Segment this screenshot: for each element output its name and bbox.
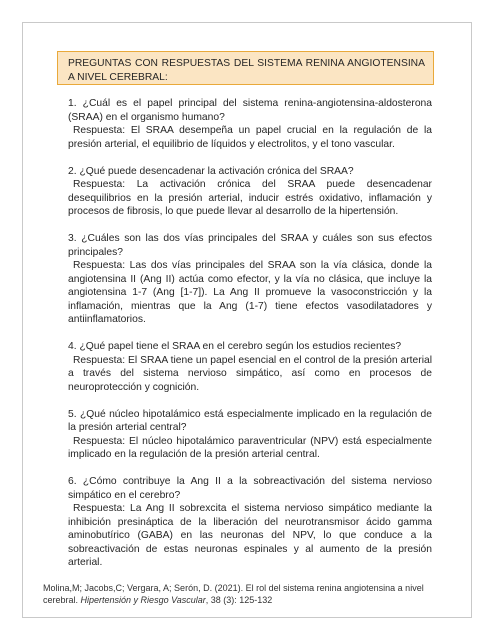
citation-details: , 38 (3): 125-132	[205, 595, 273, 605]
citation	[43, 582, 443, 606]
qa-item-1	[68, 97, 432, 151]
answer-2: Respuesta: La activación crónica del SRAA puede desencadenar desequilibrios en la presión arterial, inducir estrés oxidativo, inflamación y procesos de fibrosis, lo que puede llevar al desarrollo de la hipertensión.	[68, 179, 432, 217]
citation-authors: Molina,M; Jacobs,C; Vergara, A; Serón, D. (2021). El rol del sistema renina angiotensina a nivel cerebral.	[43, 583, 424, 605]
question-1: 1. ¿Cuál es el papel principal del sistema renina-angiotensina-aldosterona (SRAA) en el organismo humano?	[68, 98, 432, 123]
question-3: 3. ¿Cuáles son las dos vías principales del SRAA y cuáles son sus efectos principales?	[68, 233, 432, 258]
answer-1: Respuesta: El SRAA desempeña un papel crucial en la regulación de la presión arterial, el equilibrio de líquidos y electrolitos, y el tono vascular.	[68, 125, 432, 150]
qa-list	[68, 97, 432, 583]
qa-item-2	[68, 165, 432, 219]
title-box	[57, 51, 434, 85]
answer-3: Respuesta: Las dos vías principales del SRAA son la vía clásica, donde la angiotensina II (Ang II) actúa como efector, y la vía no clásica, que incluye la angiotensina 1-7 (Ang [1-7]). La Ang II promueve la vasoconstricción y la inflamación, mientras que la Ang (1-7) tiene efectos vasodilatadores y antiinflamatorios.	[68, 260, 432, 325]
question-6: 6. ¿Cómo contribuye la Ang II a la sobreactivación del sistema nervioso simpático en el cerebro?	[68, 476, 432, 501]
question-2: 2. ¿Qué puede desencadenar la activación crónica del SRAA?	[68, 165, 354, 177]
qa-item-3	[68, 232, 432, 327]
answer-6: Respuesta: La Ang II sobrexcita el sistema nervioso simpático mediante la inhibición presináptica de la liberación del neurotransmisor ácido gamma aminobutírico (GABA) en las neuronas del NPV, lo que conduce a la sobreactivación de estas neuronas espinales y al aumento de la presión arterial.	[68, 503, 432, 568]
page-title: PREGUNTAS CON RESPUESTAS DEL SISTEMA RENINA ANGIOTENSINA A NIVEL CEREBRAL:	[68, 58, 425, 83]
qa-item-6	[68, 475, 432, 570]
answer-4: Respuesta: El SRAA tiene un papel esencial en el control de la presión arterial a través del sistema nervioso simpático, así como en procesos de neuroprotección y cognición.	[68, 354, 432, 393]
qa-item-4	[68, 340, 432, 394]
question-5: 5. ¿Qué núcleo hipotalámico está especialmente implicado en la regulación de la presión arterial central?	[68, 408, 432, 433]
question-4: 4. ¿Qué papel tiene el SRAA en el cerebro según los estudios recientes?	[68, 341, 402, 352]
qa-item-5	[68, 408, 432, 462]
citation-journal: Hipertensión y Riesgo Vascular	[80, 595, 206, 605]
answer-5: Respuesta: El núcleo hipotalámico paraventricular (NPV) está especialmente implicado en la regulación de la presión arterial central.	[68, 435, 432, 460]
